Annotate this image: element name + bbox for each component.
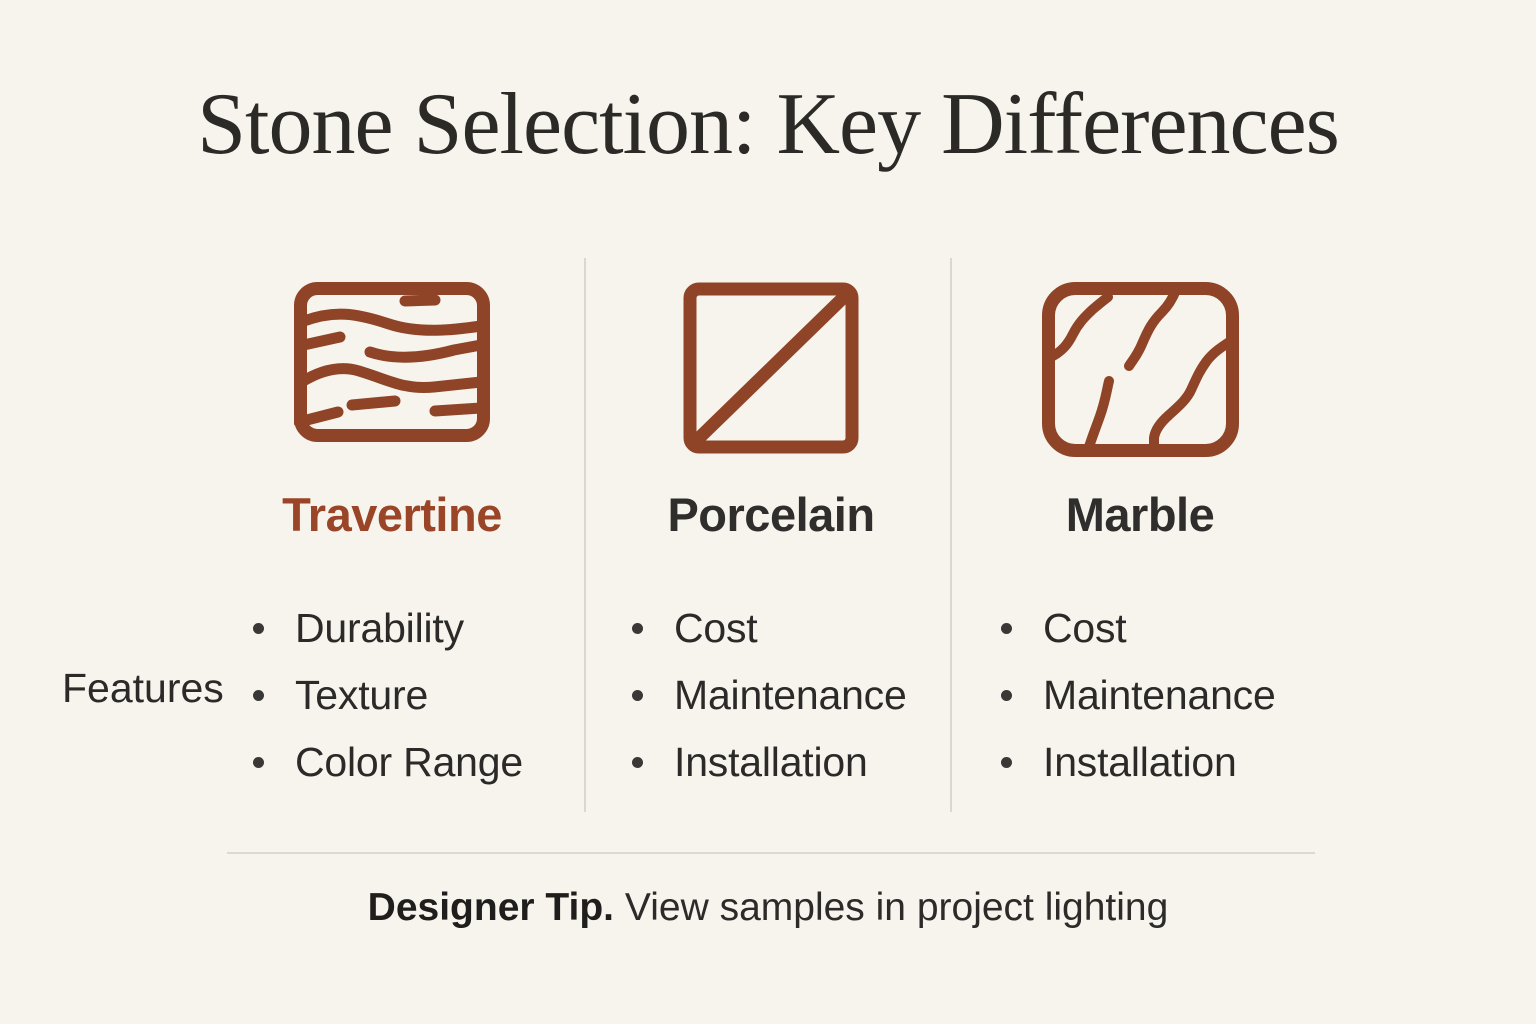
feature-item [588, 595, 954, 662]
bullet-dot-icon [632, 690, 643, 701]
footer-divider [227, 852, 1315, 854]
feature-text: Cost [1043, 605, 1127, 651]
feature-list-travertine [209, 595, 575, 796]
feature-item [957, 729, 1323, 796]
features-row-label: Features [62, 665, 224, 711]
bullet-dot-icon [632, 623, 643, 634]
feature-item [957, 662, 1323, 729]
porcelain-tile-icon [588, 282, 954, 457]
stone-column-travertine [209, 258, 575, 814]
feature-list-marble [957, 595, 1323, 796]
stone-name-label: Porcelain [667, 488, 875, 541]
bullet-dot-icon [253, 623, 264, 634]
feature-list-porcelain [588, 595, 954, 796]
stone-column-porcelain [588, 258, 954, 814]
stone-name-label: Travertine [282, 488, 502, 541]
stone-column-marble [957, 258, 1323, 814]
feature-text: Installation [674, 739, 868, 785]
feature-text: Maintenance [1043, 672, 1276, 718]
marble-veining-icon [957, 282, 1323, 457]
feature-text: Installation [1043, 739, 1237, 785]
feature-text: Cost [674, 605, 758, 651]
bullet-dot-icon [632, 757, 643, 768]
page-title: Stone Selection: Key Differences [197, 76, 1339, 173]
feature-text: Durability [295, 605, 464, 651]
designer-tip [0, 884, 1536, 932]
stone-name-label: Marble [1065, 488, 1215, 541]
feature-item [209, 595, 575, 662]
bullet-dot-icon [253, 757, 264, 768]
travertine-icon [209, 282, 575, 457]
feature-item [209, 662, 575, 729]
bullet-dot-icon [1001, 690, 1012, 701]
feature-text: Maintenance [674, 672, 907, 718]
feature-item [957, 595, 1323, 662]
feature-item [209, 729, 575, 796]
column-divider-1 [584, 258, 586, 812]
tip-label: Designer Tip. [367, 886, 615, 929]
feature-item [588, 729, 954, 796]
feature-text: Texture [295, 672, 429, 718]
bullet-dot-icon [1001, 623, 1012, 634]
feature-text: Color Range [295, 739, 523, 785]
bullet-dot-icon [1001, 757, 1012, 768]
feature-item [588, 662, 954, 729]
tip-text: View samples in project lighting [624, 886, 1169, 929]
bullet-dot-icon [253, 690, 264, 701]
